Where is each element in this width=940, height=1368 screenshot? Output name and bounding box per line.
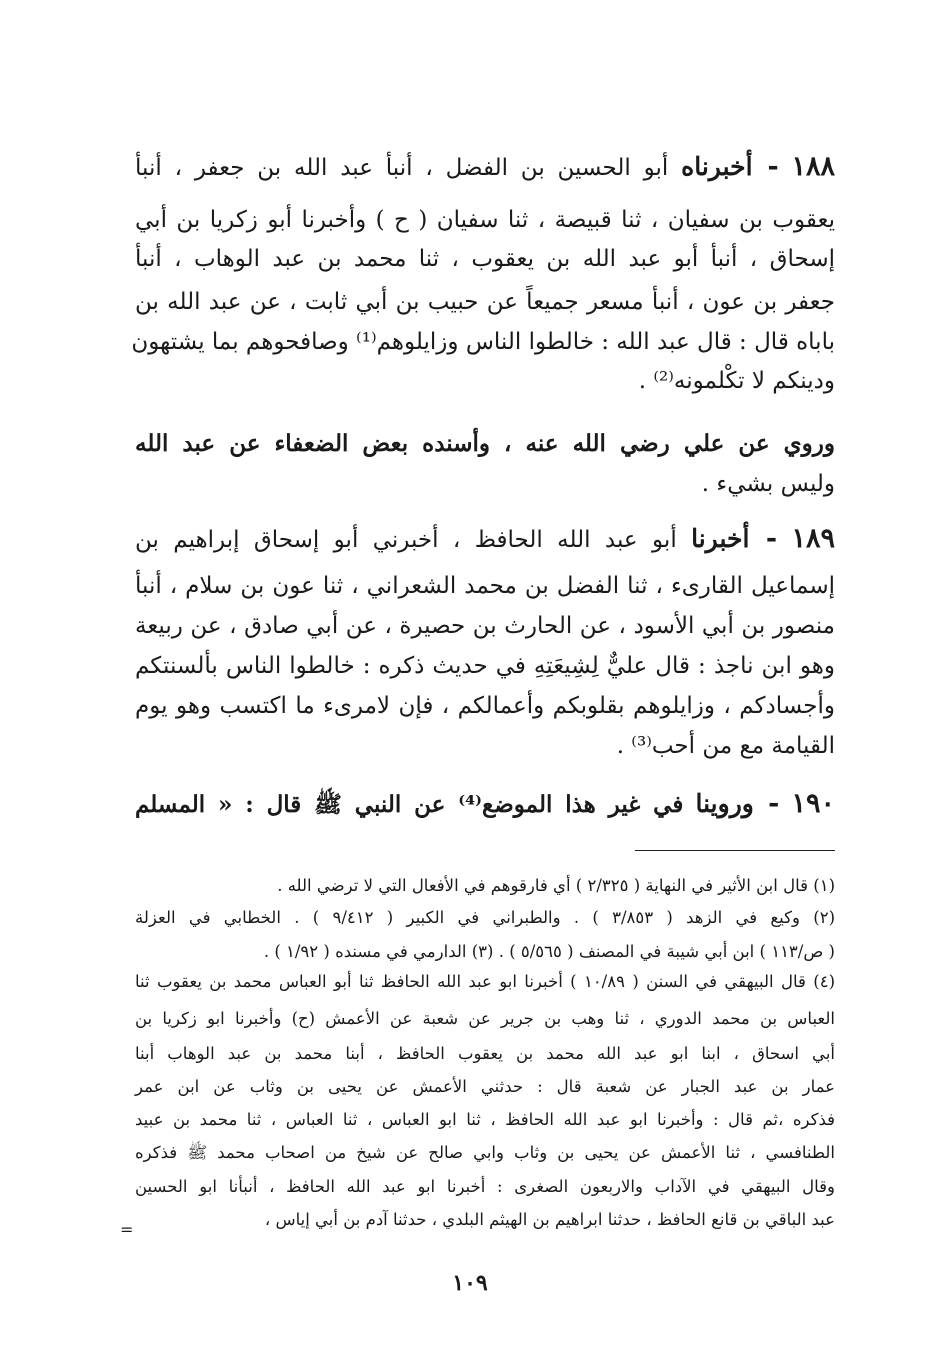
paragraph-188-line-6: ودينكم لا تكْلمونه⁽²⁾ .	[638, 368, 835, 394]
footnote-separator	[635, 850, 835, 851]
text-run: أبو الحسين بن الفضل ، أنبأ عبد الله بن جعفر ، أنبأ	[135, 155, 669, 181]
footnote-4-line-1: (٤) قال البيهقي في السنن ( ١٠/٨٩ ) أخبرنا ابو عبد الله الحافظ ثنا أبو العباس محمد بن يعقوب ثنا	[135, 972, 835, 991]
footnote-4-line-2: العباس بن محمد الدوري ، ثنا وهب بن جرير عن شعبة عن الأعمش (ح) وأخبرنا ابو زكريا بن	[135, 1009, 835, 1028]
hadith-number: ١٩٠	[791, 788, 836, 819]
narration-note-line-1: وروي عن علي رضي الله عنه ، وأسنده بعض الضعفاء عن عبد الله	[135, 430, 835, 457]
paragraph-189-line-2: إسماعيل القارىء ، ثنا الفضل بن محمد الشعراني ، ثنا عون بن سلام ، أنبأ	[135, 573, 835, 599]
paragraph-190-line-1: ١٩٠ - وروينا في غير هذا الموضع⁽⁴⁾ عن النبي ﷺ قال : « المسلم	[135, 788, 836, 819]
paragraph-188-line-3: إسحاق ، أنبأ أبو عبد الله بن يعقوب ، ثنا محمد بن عبد الوهاب ، أنبأ	[135, 246, 835, 272]
footnote-4-line-8: عبد الباقي بن قانع الحافظ ، حدثنا ابراهيم بن الهيثم البلدي ، حدثنا آدم بن أبي إياس ،	[264, 1210, 835, 1229]
paragraph-189-line-3: منصور بن أبي الأسود ، عن الحارث بن حصيرة ، عن أبي صادق ، عن ربيعة	[135, 613, 835, 639]
paragraph-189-line-1: ١٨٩ - أخبرنا أبو عبد الله الحافظ ، أخبرني أبو إسحاق إبراهيم بن	[135, 523, 836, 554]
footnote-4-line-3: أبي اسحاق ، ابنا ابو عبد الله محمد بن يعقوب الحافظ ، أبنا محمد بن عبد الوهاب أبنا	[135, 1044, 835, 1063]
hadith-keyword: وروينا	[695, 789, 754, 818]
paragraph-188-line-2: يعقوب بن سفيان ، ثنا قبيصة ، ثنا سفيان ( ح ) وأخبرنا أبو زكريا بن أبي	[135, 207, 835, 233]
footnote-2-line-1: (٢) وكيع في الزهد ( ٣/٨٥٣ ) . والطبراني في الكبير ( ٩/٤١٢ ) . الخطابي في العزلة	[135, 908, 836, 927]
hadith-keyword: أخبرناه	[681, 152, 753, 181]
text-run: في غير هذا الموضع⁽⁴⁾ عن النبي ﷺ قال : « المسلم	[135, 791, 684, 818]
narration-note-line-2: وليس بشيء .	[701, 471, 835, 497]
paragraph-188-line-5: باباه قال : قال عبد الله : خالطوا الناس وزايلوهم⁽¹⁾ وصافحوهم بما يشتهون	[131, 329, 835, 355]
page-number: ١٠٩	[452, 1270, 488, 1296]
paragraph-189-line-6: القيامة مع من أحب⁽³⁾ .	[616, 733, 835, 759]
hadith-number: ١٨٩	[791, 523, 836, 554]
footnote-2-line-2: ( ص/١١٣ ) ابن أبي شيبة في المصنف ( ٥/٥٦٥ ) . (٣) الدارمي في مسنده ( ١/٩٢ ) .	[263, 942, 835, 961]
paragraph-189-line-4: وهو ابن ناجذ : قال عليٌّ لِشِيعَتِهِ في حديث ذكره : خالطوا الناس بألسنتكم	[135, 653, 835, 679]
footnote-4-line-5: فذكره ،ثم قال : وأخبرنا ابو عبد الله الحافظ ، ثنا ابو العباس ، ثنا العباس ، ثنا محمد بن عبيد	[135, 1110, 835, 1129]
text-run: أبو عبد الله الحافظ ، أخبرني أبو إسحاق إبراهيم بن	[135, 527, 677, 553]
paragraph-189-line-5: وأجسادكم ، وزايلوهم بقلوبكم وأعمالكم ، فإن لامرىء ما اكتسب وهو يوم	[135, 693, 835, 719]
paragraph-188-line-1: ١٨٨ - أخبرناه أبو الحسين بن الفضل ، أنبأ عبد الله بن جعفر ، أنبأ	[135, 151, 836, 182]
footnote-4-line-4: عمار بن عبد الجبار عن شعبة قال : حدثني الأعمش عن يحيى بن وثاب عن ابن عمر	[135, 1077, 835, 1096]
continuation-mark: =	[120, 1220, 134, 1239]
hadith-number: ١٨٨	[791, 151, 836, 182]
footnote-4-line-7: وقال البيهقي في الآداب والاربعون الصغرى : أخبرنا ابو عبد الله الحافظ ، أنبأنا ابو الحسين	[135, 1177, 835, 1196]
footnote-1: (١) قال ابن الأثير في النهاية ( ٢/٣٢٥ ) أي فارقوهم في الأفعال التي لا ترضي الله .	[277, 876, 835, 895]
paragraph-188-line-4: جعفر بن عون ، أنبأ مسعر جميعاً عن حبيب بن أبي ثابت ، عن عبد الله بن	[135, 289, 835, 315]
hadith-keyword: أخبرنا	[691, 524, 750, 553]
footnote-4-line-6: الطنافسي ، ثنا الأعمش عن يحيى بن وثاب وابي صالح عن شيخ من اصحاب محمد ﷺ فذكره	[135, 1143, 835, 1162]
